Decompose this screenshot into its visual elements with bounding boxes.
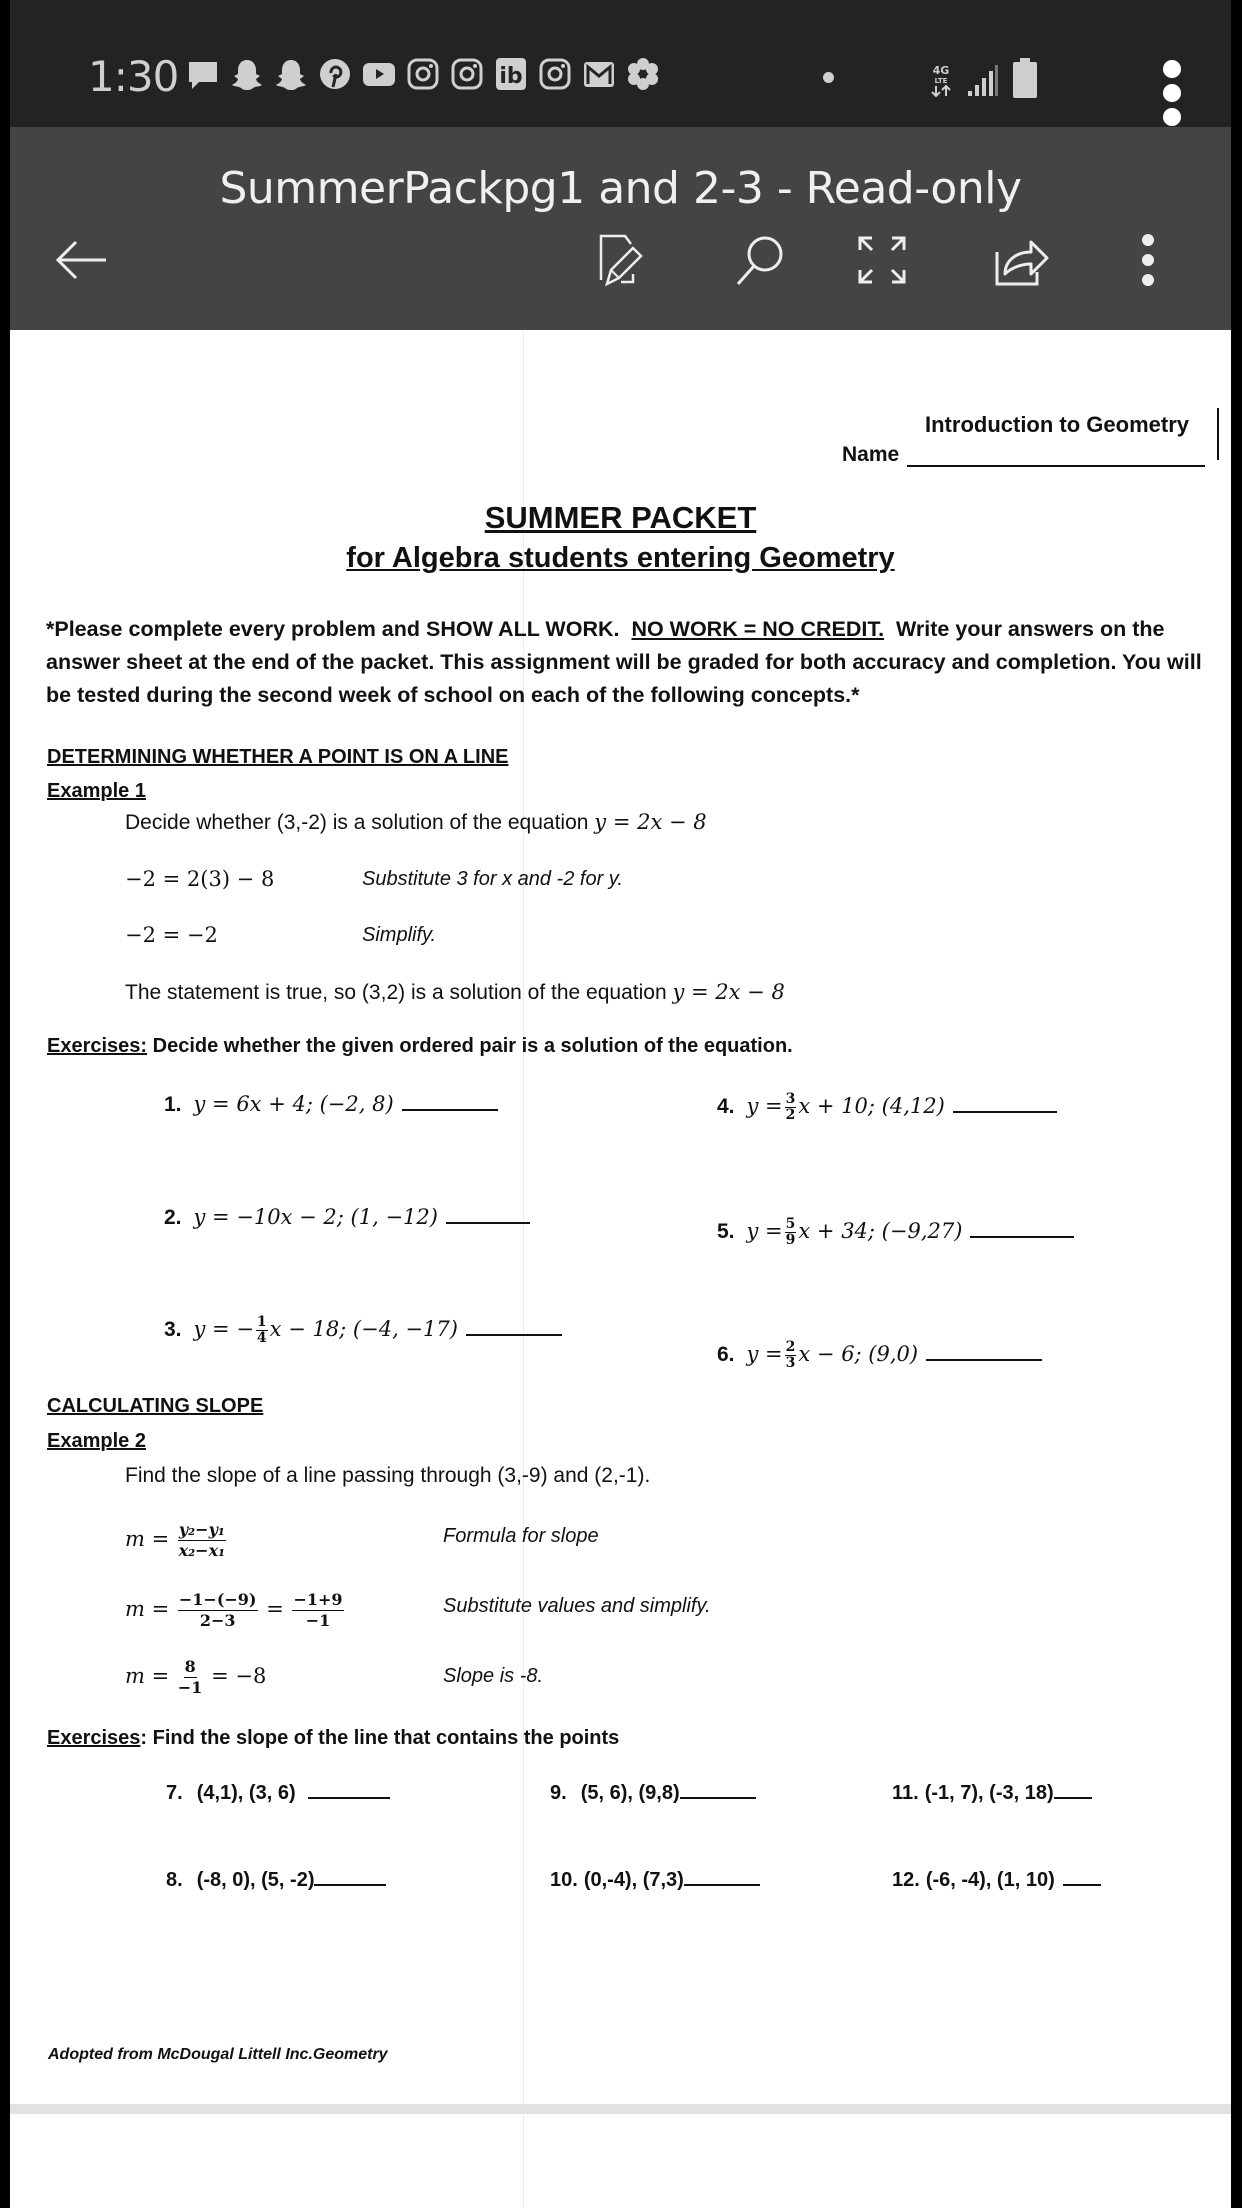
answer-blank[interactable] — [402, 1108, 498, 1111]
example-2-label: Example 2 — [47, 1430, 146, 1452]
answer-blank[interactable] — [953, 1110, 1057, 1113]
signal-icon — [966, 62, 1000, 103]
answer-blank[interactable] — [680, 1796, 756, 1799]
example-1-step-2: −2 = −2 — [125, 923, 218, 947]
fullscreen-button[interactable] — [847, 227, 917, 297]
lte-icon — [928, 62, 954, 103]
instructions: *Please complete every problem and SHOW ALL WORK. NO WORK = NO CREDIT. Write your answers on the answer sheet at the end of the packet. This assignment will be graded for both accuracy and completion. You will be tested during the second week of school on each of the following concepts.* — [46, 617, 1202, 707]
exercise-12: 12. (-6, -4), (1, 10) — [892, 1869, 1101, 1892]
edit-button[interactable] — [580, 227, 650, 297]
document-page[interactable] — [10, 330, 1231, 2104]
answer-blank[interactable] — [970, 1235, 1074, 1238]
exercise-4: 4. y = $\frac{3}{2}$ x + 10; (4,12) — [717, 1092, 1057, 1123]
answer-blank[interactable] — [1063, 1883, 1101, 1886]
pinterest-icon — [318, 56, 352, 92]
slope-result: m = $\frac{8}{-1}$ = −8 — [125, 1657, 267, 1697]
status-bar — [10, 0, 1231, 127]
section-heading-point-on-line: DETERMINING WHETHER A POINT IS ON A LINE — [47, 746, 509, 768]
message-icon — [186, 56, 220, 92]
example-1-label: Example 1 — [47, 780, 146, 802]
svg-text:ib: ib — [499, 64, 523, 89]
snapchat-icon — [230, 56, 264, 92]
header-rule — [1217, 408, 1219, 460]
answer-blank[interactable] — [446, 1221, 530, 1224]
ibotta-icon — [494, 56, 528, 92]
slope-substitution-note: Substitute values and simplify. — [443, 1595, 711, 1617]
status-time: 1:30 — [88, 52, 179, 101]
instagram-icon — [538, 56, 572, 92]
slope-formula-note: Formula for slope — [443, 1525, 599, 1547]
exercise-6: 6. y = $\frac{2}{3}$ x − 6; (9,0) — [717, 1340, 1042, 1371]
document-title: SummerPackpg1 and 2-3 - Read-only — [219, 163, 1022, 214]
battery-icon — [1012, 58, 1038, 103]
exercise-7: 7. (4,1), (3, 6) — [166, 1782, 390, 1805]
course-name: Introduction to Geometry — [925, 412, 1189, 437]
flower-icon — [626, 56, 660, 92]
svg-text:LTE: LTE — [934, 77, 948, 85]
exercise-8: 8. (-8, 0), (5, -2) — [166, 1869, 386, 1892]
svg-text:4G: 4G — [932, 64, 950, 77]
example-1-conclusion: The statement is true, so (3,2) is a solution of the equation y = 2x − 8 — [125, 980, 785, 1004]
answer-blank[interactable] — [1054, 1796, 1092, 1799]
page-separator — [10, 2104, 1231, 2114]
more-notifications-dot — [823, 72, 834, 83]
example-2-prompt: Find the slope of a line passing through (3,-9) and (2,-1). — [125, 1464, 651, 1487]
exercises-instruction-2: Exercises: Find the slope of the line that contains the points — [47, 1727, 620, 1749]
section-heading-slope: CALCULATING SLOPE — [47, 1395, 264, 1417]
more-options-button[interactable] — [1128, 227, 1168, 297]
exercise-2: 2. y = −10x − 2; (1, −12) — [164, 1205, 530, 1230]
slope-formula: m = $\frac{\text{y₂−y₁}}{\text{x₂−x₁}}$ — [125, 1520, 226, 1560]
app-bar — [10, 127, 1231, 330]
search-icon — [730, 230, 790, 295]
snapchat-icon — [274, 56, 308, 92]
youtube-icon — [362, 56, 396, 92]
share-button[interactable] — [986, 227, 1056, 297]
slope-substitution: m = $\frac{-1-(-9)}{2-3}$ = $\frac{-1+9}{-1}$ — [125, 1590, 343, 1630]
scan-fold-line — [523, 2114, 524, 2208]
answer-blank[interactable] — [314, 1883, 386, 1886]
exercise-3: 3. y = − $\frac{1}{4}$ x − 18; (−4, −17) — [164, 1315, 562, 1346]
example-1-step-1: −2 = 2(3) − 8 — [125, 867, 275, 891]
back-button[interactable] — [47, 227, 117, 297]
fullscreen-icon — [852, 230, 912, 295]
edit-document-icon — [585, 230, 645, 295]
instagram-icon — [406, 56, 440, 92]
search-button[interactable] — [725, 227, 795, 297]
no-work-no-credit: NO WORK = NO CREDIT. — [631, 617, 885, 641]
example-1-step-1-note: Substitute 3 for x and -2 for y. — [362, 868, 623, 890]
name-blank — [907, 465, 1205, 467]
packet-title: SUMMER PACKET — [484, 500, 757, 535]
answer-blank[interactable] — [308, 1796, 390, 1799]
back-arrow-icon — [52, 230, 112, 295]
slope-result-note: Slope is -8. — [443, 1665, 544, 1687]
exercise-5: 5. y = $\frac{5}{9}$ x + 34; (−9,27) — [717, 1217, 1074, 1248]
exercises-instruction-1: Exercises: Decide whether the given ordered pair is a solution of the equation. — [47, 1035, 793, 1057]
answer-blank[interactable] — [926, 1358, 1042, 1361]
status-more-icon — [1163, 60, 1181, 132]
packet-subtitle: for Algebra students entering Geometry — [346, 542, 895, 574]
notification-icons — [186, 56, 660, 92]
share-icon — [991, 230, 1051, 295]
gmail-icon — [582, 56, 616, 92]
instagram-icon — [450, 56, 484, 92]
example-1-prompt: Decide whether (3,-2) is a solution of the equation y = 2x − 8 — [125, 810, 707, 834]
document-page-2[interactable] — [10, 2114, 1231, 2208]
answer-blank[interactable] — [684, 1883, 760, 1886]
source-credit: Adopted from McDougal Littell Inc.Geometry — [48, 2046, 388, 2063]
exercise-9: 9. (5, 6), (9,8) — [550, 1782, 756, 1805]
answer-blank[interactable] — [466, 1333, 562, 1336]
system-indicators — [928, 58, 1038, 103]
more-vertical-icon — [1138, 230, 1158, 295]
exercise-1: 1. y = 6x + 4; (−2, 8) — [164, 1092, 498, 1117]
name-label: Name — [842, 443, 900, 466]
example-1-step-2-note: Simplify. — [362, 924, 437, 946]
exercise-11: 11. (-1, 7), (-3, 18) — [892, 1782, 1092, 1805]
exercise-10: 10. (0,-4), (7,3) — [550, 1869, 760, 1892]
